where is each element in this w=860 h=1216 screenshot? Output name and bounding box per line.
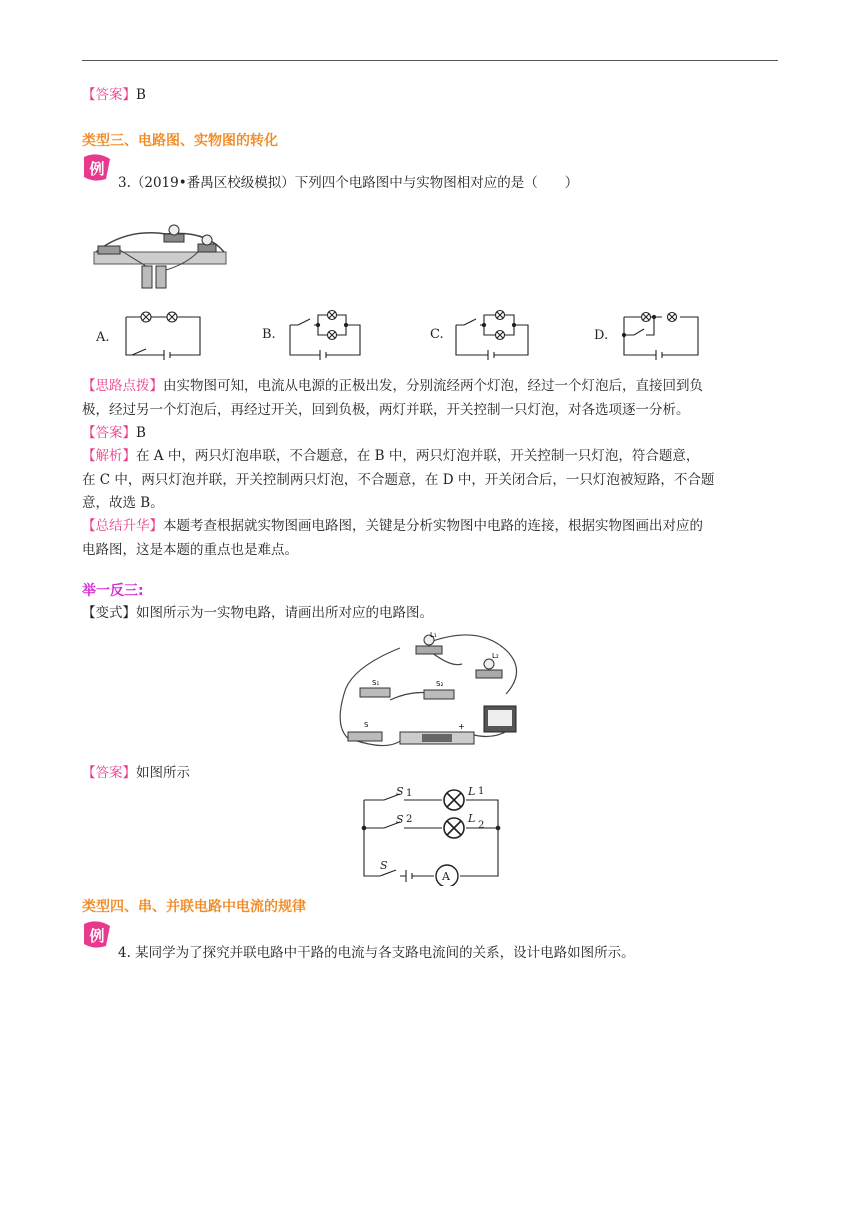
variant-line: 【变式】如图所示为一实物电路，请画出所对应的电路图。 (82, 605, 433, 621)
option-c-label: C. (430, 327, 444, 342)
svg-text:1: 1 (406, 788, 413, 799)
svg-text:例: 例 (89, 927, 105, 945)
svg-text:S: S (364, 721, 369, 729)
example-badge-icon (80, 153, 114, 183)
section-4-title: 类型四、串、并联电路中电流的规律 (82, 899, 306, 915)
svg-text:例: 例 (89, 160, 105, 178)
analysis-paragraph: 【解析】在 A 中，两只灯泡串联，不合题意，在 B 中，两只灯泡并联，开关控制一只灯泡，符合题意， 在 C 中，两只灯泡并联，开关控制两只灯泡，不合题意，在 D 中，开关闭合后，一只灯泡被短路，不合题 意，故选 B。 (82, 448, 715, 511)
option-c-circuit (452, 305, 534, 363)
hint-paragraph: 【思路点拨】由实物图可知，电流从电源的正极出发，分别流经两个灯泡，经过一个灯泡后，直接回到负 极，经过另一个灯泡后，再经过开关，回到负极，两灯并联，开关控制一只灯泡，对各选项逐一分析。 (82, 378, 703, 418)
svg-text:A: A (442, 870, 450, 883)
question-3-stem: 3.（2019•番禺区校级模拟）下列四个电路图中与实物图相对应的是（ ） (118, 175, 579, 191)
svg-text:L: L (468, 786, 476, 798)
option-a-label: A. (96, 330, 110, 345)
option-d-circuit (616, 305, 704, 363)
svg-text:L: L (468, 812, 476, 825)
example-badge-icon-2 (80, 920, 114, 950)
question-4-stem: 4. 某同学为了探究并联电路中干路的电流与各支路电流间的关系，设计电路如图所示。 (118, 945, 635, 961)
svg-text:S₁: S₁ (372, 679, 380, 687)
extend-title: 举一反三: (82, 583, 144, 599)
summary-paragraph: 【总结升华】本题考查根据就实物图画电路图，关键是分析实物图中电路的连接，根据实物图画出对应的 电路图，这是本题的重点也是难点。 (82, 518, 703, 558)
answer-tag: 【答案】 (82, 87, 136, 103)
section-3-title: 类型三、电路图、实物图的转化 (82, 133, 278, 149)
option-b-label: B. (262, 327, 276, 342)
hint-tag: 【思路点拨】 (82, 378, 163, 394)
svg-text:L₁: L₁ (430, 631, 437, 639)
svg-text:S: S (396, 786, 404, 798)
option-b-circuit (284, 305, 366, 363)
svg-text:+: + (458, 722, 465, 731)
svg-text:1: 1 (478, 786, 485, 797)
svg-text:S: S (396, 813, 404, 826)
svg-text:S: S (380, 859, 388, 872)
option-d-label: D. (594, 328, 609, 343)
svg-text:S₂: S₂ (436, 680, 444, 688)
physical-circuit-image (86, 220, 234, 292)
physical-circuit-image-2 (330, 628, 526, 752)
answer-circuit-diagram (356, 786, 506, 886)
svg-text:L₂: L₂ (492, 652, 499, 660)
option-a-circuit (118, 305, 208, 363)
answer-line-3: 【答案】如图所示 (82, 765, 190, 781)
answer-value: B (136, 87, 146, 103)
answer-line-2: 【答案】B (82, 425, 146, 441)
header-rule (82, 60, 778, 61)
answer-line-1 (82, 84, 782, 108)
svg-text:2: 2 (406, 814, 413, 825)
svg-text:2: 2 (478, 820, 485, 831)
